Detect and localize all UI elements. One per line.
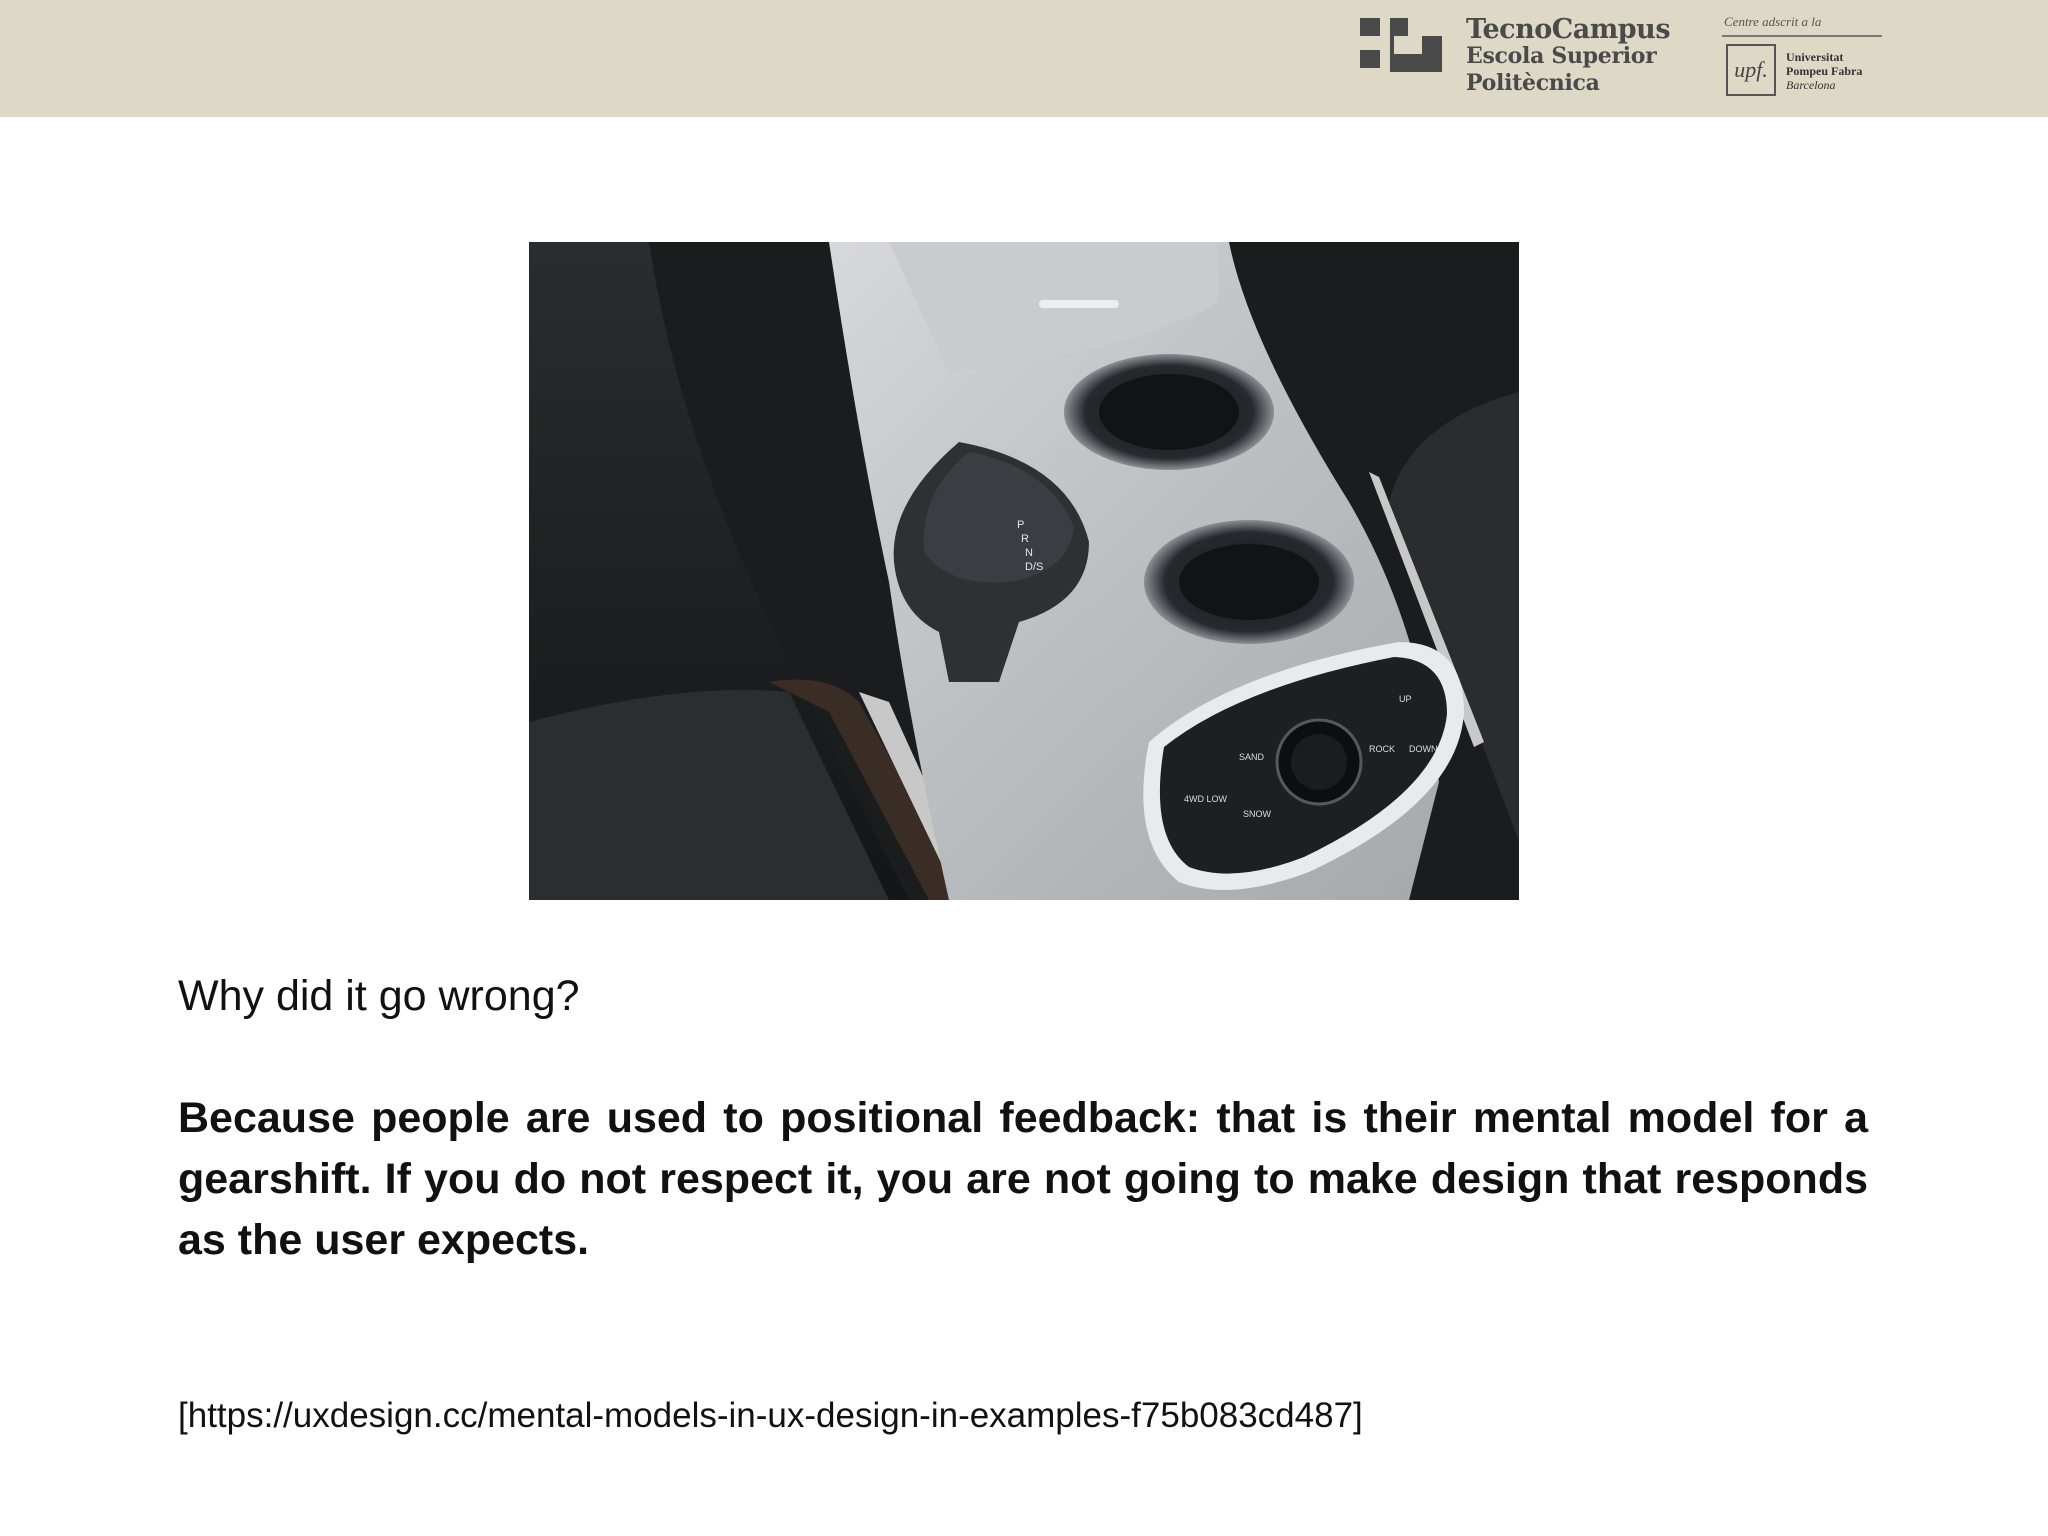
question-text: Why did it go wrong?	[178, 972, 580, 1020]
terrain-label: 4WD LOW	[1184, 794, 1228, 804]
answer-paragraph: Because people are used to positional feedback: that is their mental model for a gearshift. If you do not respect it, you are not going to make design that responds as the user expects.	[178, 1094, 1868, 1264]
upf-wordmark	[1786, 50, 1862, 92]
tecnocampus-logo-icon	[1360, 18, 1442, 78]
gear-label: P	[1017, 519, 1025, 531]
gearshift-console-photo	[529, 242, 1519, 900]
terrain-label: SAND	[1239, 752, 1265, 762]
brand-subtitle-1: Escola Superior	[1466, 43, 1657, 69]
gear-label: N	[1025, 547, 1033, 559]
upf-line-1: Universitat	[1786, 50, 1844, 64]
upf-line-2: Pompeu Fabra	[1786, 64, 1863, 78]
affiliation-divider	[1722, 35, 1882, 37]
brand-subtitle-2: Politècnica	[1466, 70, 1600, 96]
terrain-label: UP	[1399, 694, 1412, 704]
upf-line-3: Barcelona	[1786, 78, 1836, 92]
gear-label: R	[1021, 533, 1029, 545]
upf-logo-icon: upf.	[1726, 44, 1776, 96]
affiliation-caption: Centre adscrit a la	[1724, 14, 1822, 29]
header-bar	[0, 0, 2048, 117]
brand-title: TecnoCampus	[1466, 14, 1671, 45]
terrain-label: ROCK	[1369, 744, 1396, 754]
terrain-label: DOWN	[1409, 744, 1438, 754]
reference-link[interactable]: [https://uxdesign.cc/mental-models-in-ux-design-in-examples-f75b083cd487]	[178, 1396, 1363, 1435]
gear-label: D/S	[1025, 561, 1044, 573]
tecnocampus-wordmark	[1466, 16, 1670, 97]
terrain-label: SNOW	[1243, 809, 1271, 819]
